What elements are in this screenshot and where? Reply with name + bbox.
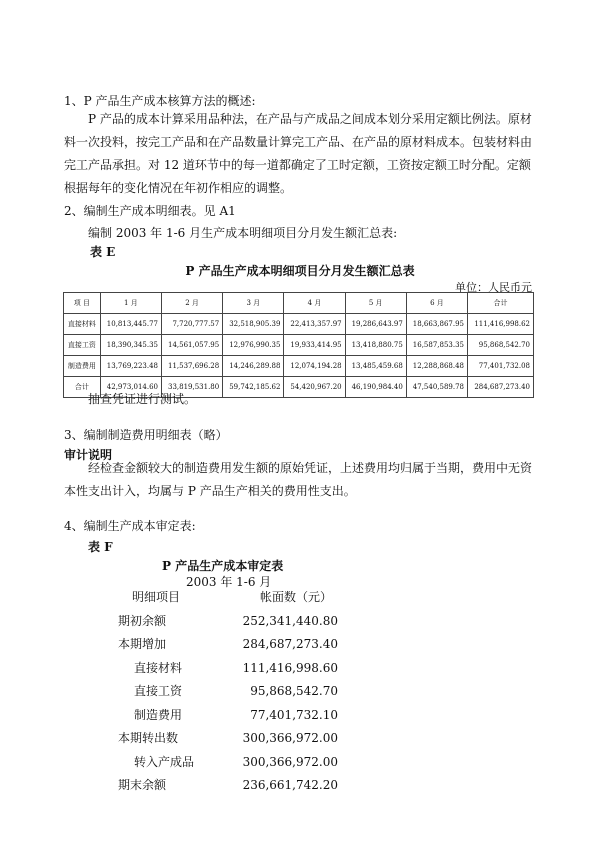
row-label: 直接工资 (64, 335, 101, 356)
section2-heading: 2、编制生产成本明细表。见 A1 (64, 204, 236, 218)
table-row (112, 680, 352, 704)
cell: 12,976,990.35 (223, 335, 284, 356)
table-e (63, 292, 534, 398)
item-value: 300,366,972.00 (242, 754, 338, 769)
item-name: 转入产成品 (134, 754, 195, 769)
table-f-title: P 产品生产成本审定表 (162, 559, 284, 573)
cell: 14,561,057.95 (162, 335, 223, 356)
item-name: 期末余额 (118, 778, 167, 792)
table-e-note: 抽查凭证进行测试。 (88, 392, 197, 406)
cell: 11,537,696.28 (162, 356, 223, 377)
table-e-col-header: 1 月 (100, 293, 161, 314)
row-label: 合计 (64, 377, 101, 398)
cell: 54,420,967.20 (284, 377, 345, 398)
item-value: 284,687,273.40 (242, 637, 338, 651)
cell: 10,813,445.77 (100, 314, 161, 335)
section1-heading: 1、P 产品生产成本核算方法的概述: (64, 94, 256, 108)
table-row (112, 751, 352, 775)
table-row (64, 335, 534, 356)
cell: 32,518,905.39 (223, 314, 284, 335)
cell: 95,868,542.70 (468, 335, 534, 356)
cell: 111,416,998.62 (468, 314, 534, 335)
cell: 33,819,531.80 (162, 377, 223, 398)
table-e-col-header: 2 月 (162, 293, 223, 314)
table-e-label: 表 E (90, 245, 116, 259)
cell: 19,286,643.97 (345, 314, 406, 335)
table-e-unit: 单位：人民币元 (455, 281, 532, 294)
cell: 16,587,853.35 (406, 335, 467, 356)
item-value: 77,401,732.10 (250, 707, 338, 722)
table-f-header (112, 586, 352, 610)
item-name: 制造费用 (134, 707, 183, 722)
cell: 14,246,289.88 (223, 356, 284, 377)
item-name: 期初余额 (118, 613, 167, 628)
cell: 59,742,185.62 (223, 377, 284, 398)
col-amount-header: 帐面数（元） (259, 590, 332, 604)
cell: 46,190,984.40 (345, 377, 406, 398)
table-row (64, 314, 534, 335)
table-e-col-header: 4 月 (284, 293, 345, 314)
table-f-label: 表 F (88, 540, 113, 554)
table-e-col-header: 6 月 (406, 293, 467, 314)
row-label: 直接材料 (64, 314, 101, 335)
cell: 284,687,273.40 (468, 377, 534, 398)
table-row (112, 633, 352, 657)
col-item-header: 明细项目 (132, 590, 181, 604)
cell: 42,973,014.60 (100, 377, 161, 398)
table-e-header-row (64, 293, 534, 314)
section4-heading: 4、编制生产成本审定表: (64, 519, 196, 533)
cell: 18,663,867.95 (406, 314, 467, 335)
cell: 12,288,868.48 (406, 356, 467, 377)
item-value: 236,661,742.20 (242, 778, 338, 792)
table-f (112, 586, 352, 798)
table-row (112, 704, 352, 728)
table-row (112, 727, 352, 751)
table-e-col-header: 项 目 (64, 293, 101, 314)
section1-paragraph: P 产品的成本计算采用品种法，在产品与产成品之间成本划分采用定额比例法。原材料一次投料，按完工产品和在产品数量计算完工产品、在产品的原材料成本。包装材料由完工产品承担。对 12 道环节中的每一道都确定了工时定额，工资按定额工时分配。定额根据每年的变化情况在年初作相应的调整。 (64, 112, 533, 195)
table-row (64, 356, 534, 377)
audit-title: 审计说明 (64, 448, 113, 462)
table-e-col-header: 3 月 (223, 293, 284, 314)
cell: 22,413,357.97 (284, 314, 345, 335)
row-label: 制造费用 (64, 356, 101, 377)
cell: 19,933,414.95 (284, 335, 345, 356)
item-value: 111,416,998.60 (242, 660, 338, 675)
item-value: 95,868,542.70 (250, 684, 338, 698)
item-name: 直接材料 (134, 660, 183, 675)
table-f-period: 2003 年 1-6 月 (186, 575, 272, 589)
table-e-col-header: 5 月 (345, 293, 406, 314)
section2-intro: 编制 2003 年 1-6 月生产成本明细项目分月发生额汇总表: (88, 226, 398, 240)
item-name: 直接工资 (134, 684, 183, 698)
cell: 12,074,194.28 (284, 356, 345, 377)
item-value: 300,366,972.00 (242, 731, 338, 745)
table-row (112, 657, 352, 681)
cell: 47,540,589.78 (406, 377, 467, 398)
cell: 13,769,223.48 (100, 356, 161, 377)
table-row (112, 774, 352, 798)
cell: 77,401,732.08 (468, 356, 534, 377)
table-e-col-header: 合计 (468, 293, 534, 314)
table-row (112, 610, 352, 634)
item-value: 252,341,440.80 (242, 613, 338, 628)
table-e-title: P 产品生产成本明细项目分月发生额汇总表 (185, 264, 415, 278)
item-name: 本期增加 (118, 637, 167, 651)
cell: 18,390,345.35 (100, 335, 161, 356)
cell: 13,485,459.68 (345, 356, 406, 377)
audit-text: 经检查金额较大的制造费用发生额的原始凭证，上述费用均归属于当期，费用中无资本性支出计入，均属与 P 产品生产相关的费用性支出。 (64, 461, 533, 498)
item-name: 本期转出数 (118, 731, 179, 745)
section3-heading: 3、编制制造费用明细表（略） (64, 428, 228, 442)
cell: 13,418,880.75 (345, 335, 406, 356)
cell: 7,720,777.57 (162, 314, 223, 335)
